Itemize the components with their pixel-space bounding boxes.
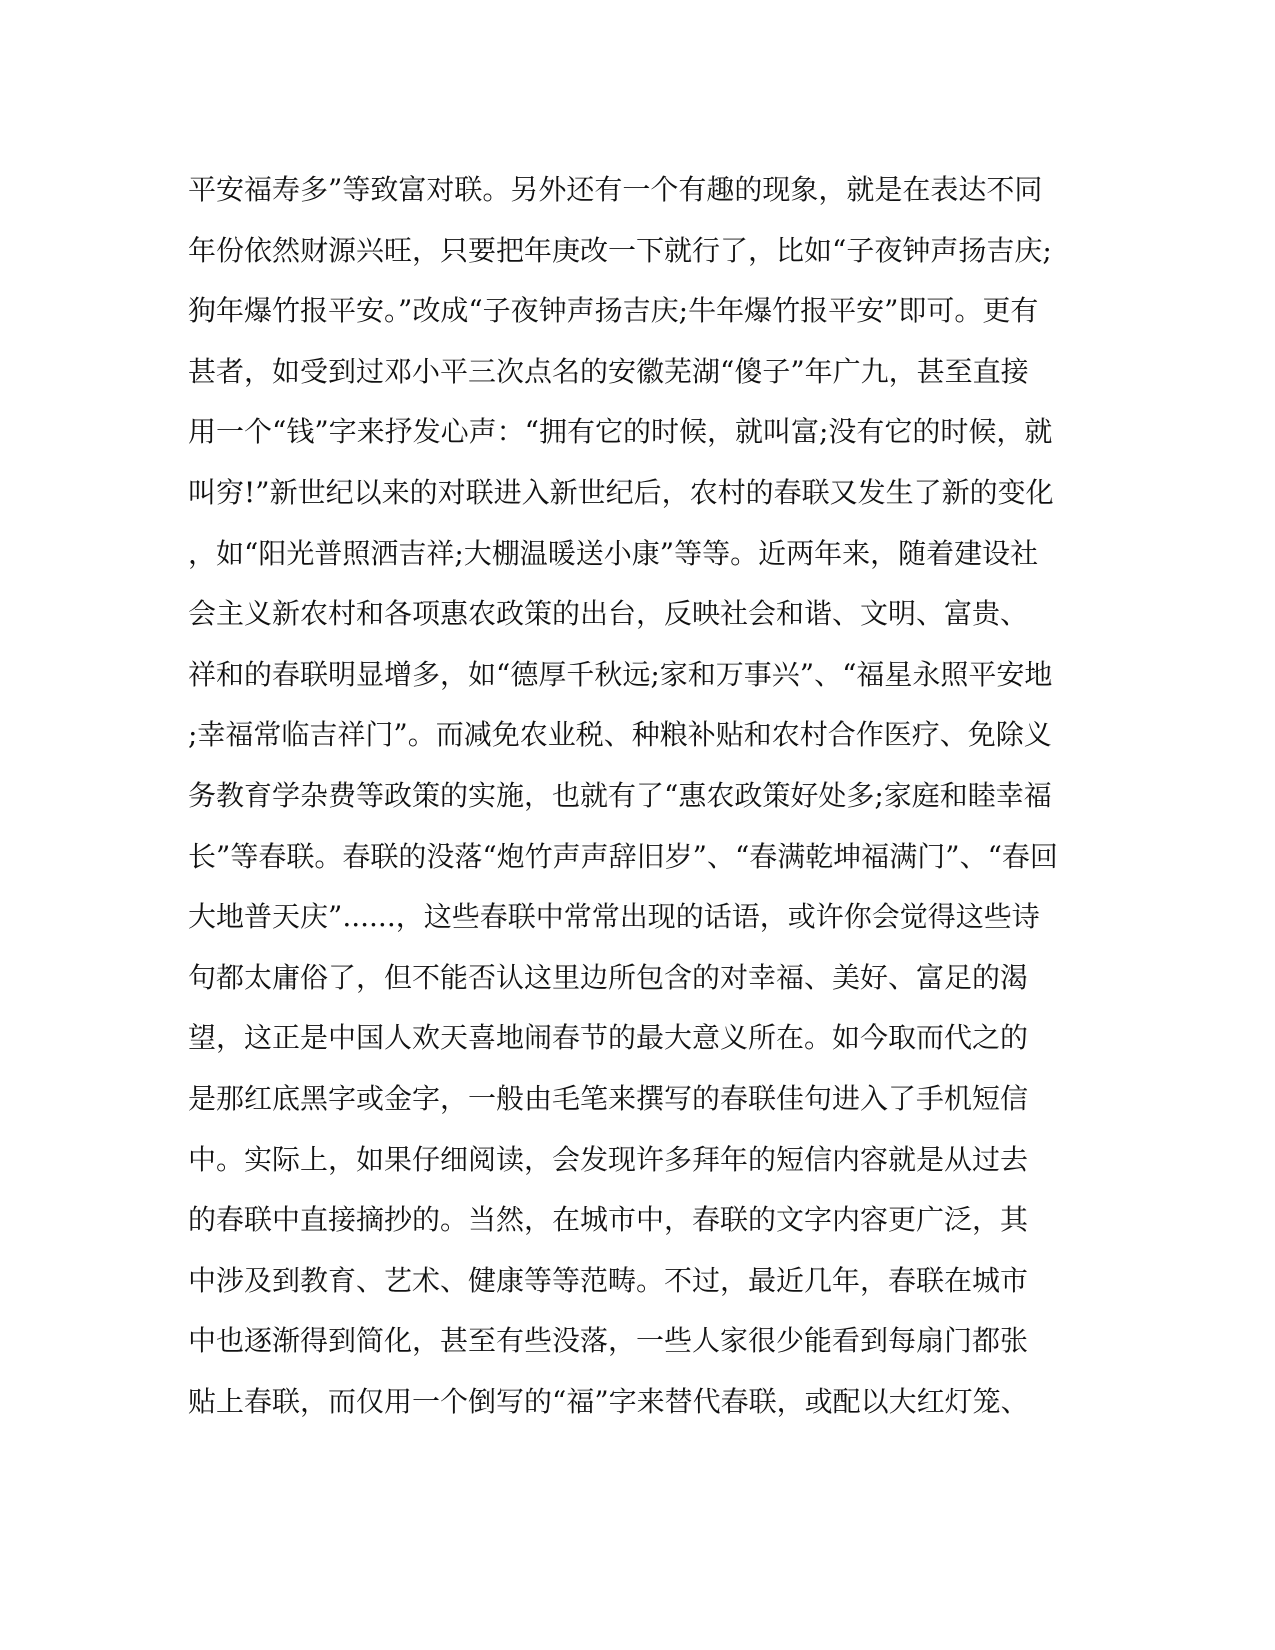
text-line: 甚者，如受到过邓小平三次点名的安徽芜湖“傻子”年广九，甚至直接 <box>188 354 1029 388</box>
text-line: 中。实际上，如果仔细阅读，会发现许多拜年的短信内容就是从过去 <box>188 1142 1029 1176</box>
text-line: 贴上春联，而仅用一个倒写的“福”字来替代春联，或配以大红灯笼、 <box>188 1384 1029 1418</box>
text-line: 用一个“钱”字来抒发心声：“拥有它的时候，就叫富;没有它的时候，就 <box>188 415 1053 449</box>
text-line: 长”等春联。春联的没落“炮竹声声辞旧岁”、“春满乾坤福满门”、“春回 <box>188 839 1058 873</box>
text-line: 大地普天庆”......，这些春联中常常出现的话语，或许你会觉得这些诗 <box>188 900 1040 934</box>
text-line: 的春联中直接摘抄的。当然，在城市中，春联的文字内容更广泛，其 <box>188 1203 1029 1237</box>
text-line: ，如“阳光普照洒吉祥;大棚温暖送小康”等等。近两年来，随着建设社 <box>188 536 1039 570</box>
text-line: 狗年爆竹报平安。”改成“子夜钟声扬吉庆;牛年爆竹报平安”即可。更有 <box>188 294 1039 328</box>
text-line: 平安福寿多”等致富对联。另外还有一个有趣的现象，就是在表达不同 <box>188 173 1043 206</box>
text-line: ;幸福常临吉祥门”。而减免农业税、种粮补贴和农村合作医疗、免除义 <box>188 718 1052 752</box>
text-line: 叫穷!”新世纪以来的对联进入新世纪后，农村的春联又发生了新的变化 <box>188 475 1054 509</box>
text-line: 年份依然财源兴旺，只要把年庚改一下就行了，比如“子夜钟声扬吉庆; <box>188 233 1052 267</box>
text-line: 句都太庸俗了，但不能否认这里边所包含的对幸福、美好、富足的渴 <box>188 960 1029 994</box>
body-text <box>188 160 1088 1432</box>
text-line: 祥和的春联明显增多，如“德厚千秋远;家和万事兴”、“福星永照平安地 <box>188 657 1053 691</box>
text-line: 是那红底黑字或金字，一般由毛笔来撰写的春联佳句进入了手机短信 <box>188 1081 1029 1115</box>
text-line: 中也逐渐得到简化，甚至有些没落，一些人家很少能看到每扇门都张 <box>188 1324 1029 1358</box>
text-line: 望，这正是中国人欢天喜地闹春节的最大意义所在。如今取而代之的 <box>188 1021 1029 1055</box>
text-line: 中涉及到教育、艺术、健康等等范畴。不过，最近几年，春联在城市 <box>188 1263 1029 1297</box>
text-line: 会主义新农村和各项惠农政策的出台，反映社会和谐、文明、富贵、 <box>188 597 1029 631</box>
text-line: 务教育学杂费等政策的实施，也就有了“惠农政策好处多;家庭和睦幸福 <box>188 778 1052 812</box>
